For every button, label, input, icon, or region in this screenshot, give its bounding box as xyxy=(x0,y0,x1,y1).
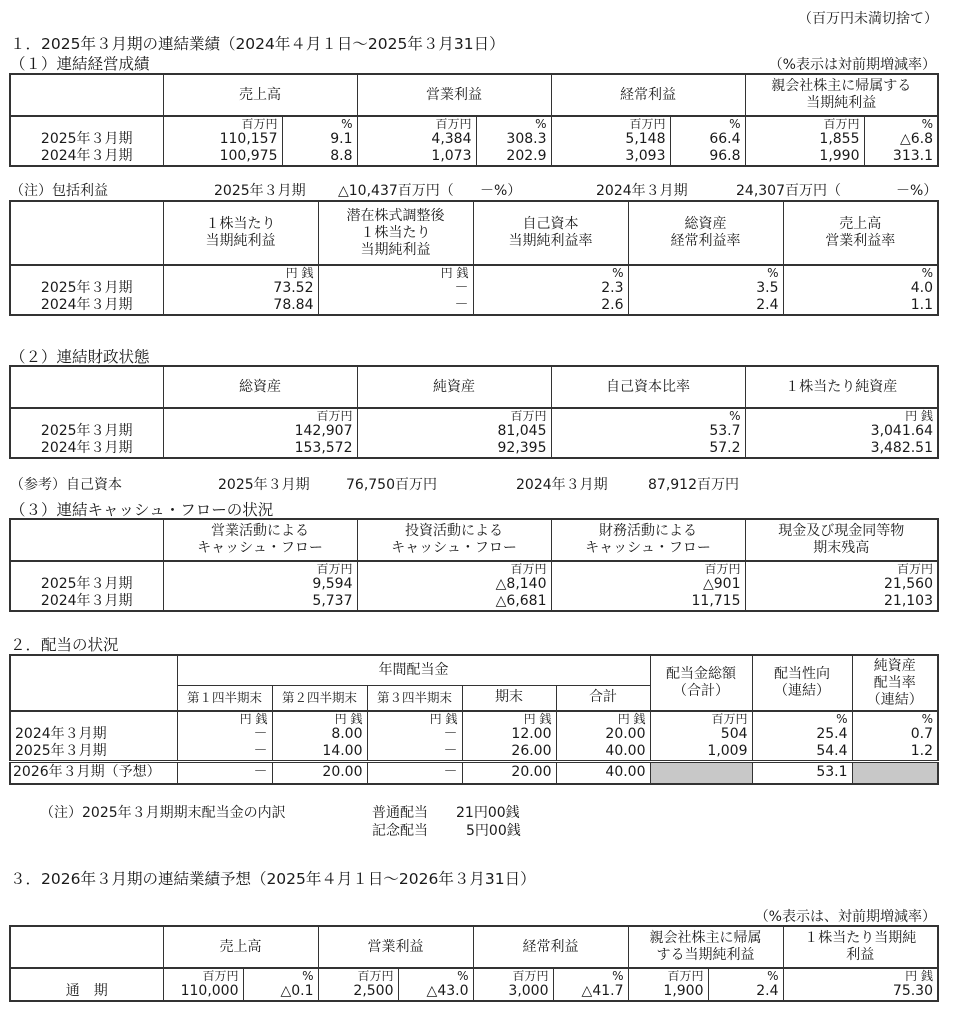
col-roa: 総資産 経常利益率 xyxy=(628,201,783,265)
forecast-row: 2026年３月期（予想） － 20.00 － 20.00 40.00 53.1 xyxy=(10,762,938,784)
section1-title: １．2025年３月期の連結業績（2024年４月１日～2025年３月31日） xyxy=(10,35,505,53)
table-row: 2024年３月期 5,737 △6,681 11,715 21,103 xyxy=(10,593,938,611)
section3-title: ３．2026年３月期の連結業績予想（2025年４月１日～2026年３月31日） xyxy=(10,870,536,888)
table-row: 2024年３月期 － 8.00 － 12.00 20.00 504 25.4 0.7 xyxy=(10,726,938,743)
header-blank xyxy=(10,74,163,116)
table-row: 2024年３月期 78.84 － 2.6 2.4 1.1 xyxy=(10,297,938,315)
ordinary-dividend-label: 普通配当 xyxy=(372,805,428,821)
col-operating-margin: 売上高 営業利益率 xyxy=(783,201,938,265)
ordinary-dividend-value: 21円00銭 xyxy=(456,805,520,821)
units-row: 円 銭 円 銭 % % % xyxy=(10,265,938,280)
col-cash-equivalents: 現金及び現金同等物 期末残高 xyxy=(745,519,938,561)
dividend-note-label: （注）2025年３月期期末配当金の内訳 xyxy=(40,805,286,821)
units-row: 百万円 % 百万円 % 百万円 % 百万円 % xyxy=(10,116,938,131)
col-investing-cf: 投資活動による キャッシュ・フロー xyxy=(357,519,551,561)
col-q2: 第２四半期末 xyxy=(272,685,367,711)
col-net-income-parent: 親会社株主に帰属する 当期純利益 xyxy=(745,74,938,116)
col-net-sales: 売上高 xyxy=(163,926,318,968)
col-total: 合計 xyxy=(556,685,650,711)
col-ordinary-income: 経常利益 xyxy=(473,926,628,968)
operating-results-table xyxy=(9,73,939,167)
sub1-note: （%表示は対前期増減率） xyxy=(768,57,936,73)
table-row: 2024年３月期 153,572 92,395 57.2 3,482.51 xyxy=(10,440,938,458)
col-equity-ratio: 自己資本比率 xyxy=(551,366,745,408)
col-bps: １株当たり純資産 xyxy=(745,366,938,408)
section2-title: ２．配当の状況 xyxy=(10,636,119,654)
ci-period1-label: 2025年３月期 xyxy=(214,183,306,199)
units-row: 百万円 百万円 百万円 百万円 xyxy=(10,561,938,576)
col-diluted-eps: 潜在株式調整後 １株当たり 当期純利益 xyxy=(318,201,473,265)
cash-flow-table xyxy=(9,518,939,612)
per-share-metrics-table xyxy=(9,200,939,316)
table-row: 2025年３月期 9,594 △8,140 △901 21,560 xyxy=(10,576,938,593)
col-total-dividends: 配当金総額 （合計） xyxy=(650,655,752,711)
ci-period2-value: 24,307百万円（ xyxy=(736,183,841,199)
col-total-assets: 総資産 xyxy=(163,366,357,408)
section3-note: （%表示は、対前期増減率） xyxy=(754,909,936,925)
rounding-note: （百万円未満切捨て） xyxy=(798,11,938,27)
col-q1: 第１四半期末 xyxy=(177,685,272,711)
sub2-title: （２）連結財政状態 xyxy=(10,348,150,366)
col-financing-cf: 財務活動による キャッシュ・フロー xyxy=(551,519,745,561)
commemorative-dividend-value: 5円00銭 xyxy=(466,823,521,839)
dividends-table xyxy=(9,654,939,785)
equity-period1-value: 76,750百万円 xyxy=(346,477,437,493)
col-year-end: 期末 xyxy=(462,685,556,711)
table-row: 2025年３月期 － 14.00 － 26.00 40.00 1,009 54.4 1.2 xyxy=(10,743,938,762)
sub1-title: （１）連結経営成績 xyxy=(10,55,150,73)
equity-reference-label: （参考）自己資本 xyxy=(10,477,122,493)
col-q3: 第３四半期末 xyxy=(367,685,462,711)
sub3-title: （３）連結キャッシュ・フローの状況 xyxy=(10,501,274,519)
table-row: 110,000 △0.1 2,500 △43.0 3,000 △41.7 1,900 2.4 75.30 xyxy=(10,983,938,1001)
financial-position-table xyxy=(9,365,939,459)
col-ordinary-income: 経常利益 xyxy=(551,74,745,116)
col-roe: 自己資本 当期純利益率 xyxy=(473,201,628,265)
equity-period2-value: 87,912百万円 xyxy=(648,477,739,493)
ci-period2-label: 2024年３月期 xyxy=(596,183,688,199)
ci-period1-pct: －%） xyxy=(480,183,522,199)
col-payout-ratio: 配当性向 （連結） xyxy=(752,655,852,711)
equity-period1-label: 2025年３月期 xyxy=(218,477,310,493)
table-row: 2025年３月期 73.52 － 2.3 3.5 4.0 xyxy=(10,280,938,297)
forecast-table xyxy=(9,925,939,1002)
row-label-full-year: 通 期 xyxy=(10,968,163,1001)
col-net-sales: 売上高 xyxy=(163,74,357,116)
shaded-cell xyxy=(650,762,752,784)
col-operating-income: 営業利益 xyxy=(357,74,551,116)
table-row: 2024年３月期 100,975 8.8 1,073 202.9 3,093 96.8 1,990 313.1 xyxy=(10,148,938,166)
col-eps: １株当たり当期純 利益 xyxy=(783,926,938,968)
units-row: 通 期 百万円 % 百万円 % 百万円 % 百万円 % 円 銭 xyxy=(10,968,938,983)
col-net-income-parent: 親会社株主に帰属 する当期純利益 xyxy=(628,926,783,968)
equity-period2-label: 2024年３月期 xyxy=(516,477,608,493)
comprehensive-income-label: （注）包括利益 xyxy=(10,183,108,199)
shaded-cell xyxy=(852,762,938,784)
col-eps: １株当たり 当期純利益 xyxy=(163,201,318,265)
commemorative-dividend-label: 記念配当 xyxy=(372,823,428,839)
col-operating-income: 営業利益 xyxy=(318,926,473,968)
table-row: 2025年３月期 142,907 81,045 53.7 3,041.64 xyxy=(10,423,938,440)
units-row: 百万円 百万円 % 円 銭 xyxy=(10,408,938,423)
ci-period2-pct: －%） xyxy=(896,183,938,199)
units-row: 円 銭 円 銭 円 銭 円 銭 円 銭 百万円 % % xyxy=(10,711,938,726)
ci-period1-value: △10,437百万円（ xyxy=(338,183,454,199)
col-doe: 純資産 配当率 （連結） xyxy=(852,655,938,711)
col-operating-cf: 営業活動による キャッシュ・フロー xyxy=(163,519,357,561)
table-row: 2025年３月期 110,157 9.1 4,384 308.3 5,148 66.4 1,855 △6.8 xyxy=(10,131,938,148)
col-annual-dividends: 年間配当金 xyxy=(177,655,650,685)
col-net-assets: 純資産 xyxy=(357,366,551,408)
